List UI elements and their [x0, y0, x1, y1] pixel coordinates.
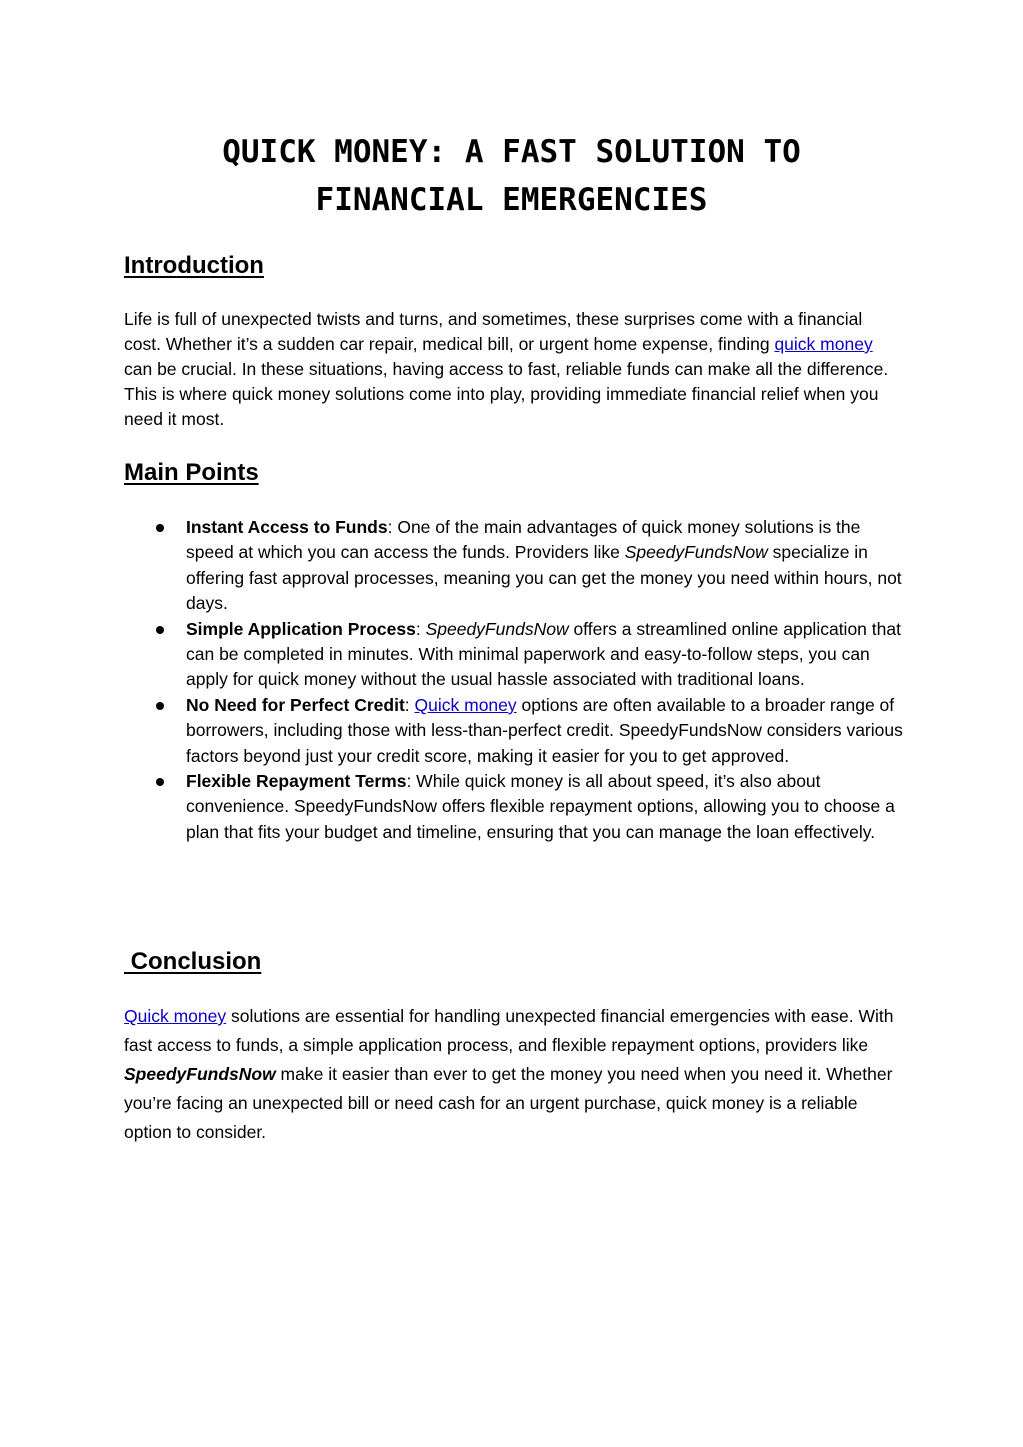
- bullet-icon: [156, 778, 164, 786]
- list-item-label: Flexible Repayment Terms: [186, 771, 407, 792]
- page-title-line-1: QUICK MONEY: A FAST SOLUTION TO: [222, 134, 801, 170]
- quick-money-link-conclusion[interactable]: Quick money: [124, 1006, 227, 1026]
- quick-money-link-intro[interactable]: quick money: [774, 334, 873, 354]
- bullet-icon: [156, 702, 164, 710]
- provider-name: SpeedyFundsNow: [124, 1064, 276, 1084]
- list-item-label: Instant Access to Funds: [186, 517, 388, 537]
- list-item-text: :: [415, 618, 426, 639]
- list-item-text: options are often available to a broader range of borrowers, including those with less-than-perfect credit. SpeedyFundsNow considers various factors beyond just your credit score, making it easier for you to get approved.: [186, 694, 903, 766]
- conclusion-text-start: solutions are essential for handling unexpected financial emergencies with ease. With fast access to funds, a simple application process, and flexible repayment options, providers like: [124, 1006, 894, 1055]
- list-item-perfect-credit: [124, 693, 904, 769]
- conclusion-heading: Conclusion: [124, 948, 262, 975]
- list-item-text: offers a streamlined online application that can be completed in minutes. With minimal paperwork and easy-to-follow steps, you can apply for quick money without the usual hassle associated with traditional loans.: [186, 618, 901, 690]
- page-title: [124, 128, 899, 224]
- list-item-text: :: [404, 694, 415, 715]
- list-item-text: : While quick money is all about speed, it’s also about convenience. SpeedyFundsNow offers flexible repayment options, allowing you to choose a plan that fits your budget and timeline, ensuring that you can manage the loan effectively.: [186, 771, 895, 842]
- list-item-flexible-repayment: [124, 769, 904, 845]
- introduction-text-end: can be crucial. In these situations, having access to fast, reliable funds can make all the difference. This is where quick money solutions come into play, providing immediate financial relief when you need it most.: [124, 359, 889, 429]
- list-item-instant-access: [124, 515, 904, 617]
- list-item-simple-application: [124, 617, 904, 693]
- list-item-label: No Need for Perfect Credit: [186, 694, 405, 715]
- conclusion-text-end: make it easier than ever to get the money you need when you need it. Whether you’re facing an unexpected bill or need cash for an urgent purchase, quick money is a reliable option to consider.: [124, 1064, 893, 1142]
- provider-name: SpeedyFundsNow: [624, 542, 768, 563]
- bullet-icon: [156, 524, 164, 532]
- list-item-text: : One of the main advantages of quick money solutions is the speed at which you can access the funds. Providers like: [186, 517, 861, 563]
- introduction-text-start: Life is full of unexpected twists and turns, and sometimes, these surprises come with a financial cost. Whether it’s a sudden car repair, medical bill, or urgent home expense, finding: [124, 309, 863, 354]
- introduction-heading: Introduction: [124, 252, 264, 279]
- quick-money-link-credit[interactable]: Quick money: [414, 694, 517, 715]
- main-points-list: [124, 515, 904, 845]
- provider-name: SpeedyFundsNow: [425, 618, 569, 639]
- list-item-text: specialize in offering fast approval processes, meaning you can get the money you need within hours, not days.: [186, 542, 902, 614]
- conclusion-paragraph: [124, 1002, 904, 1147]
- introduction-paragraph: [124, 307, 904, 432]
- bullet-icon: [156, 626, 164, 634]
- list-item-label: Simple Application Process: [186, 618, 416, 639]
- page-title-line-2: FINANCIAL EMERGENCIES: [315, 182, 708, 218]
- main-points-heading: Main Points: [124, 459, 259, 486]
